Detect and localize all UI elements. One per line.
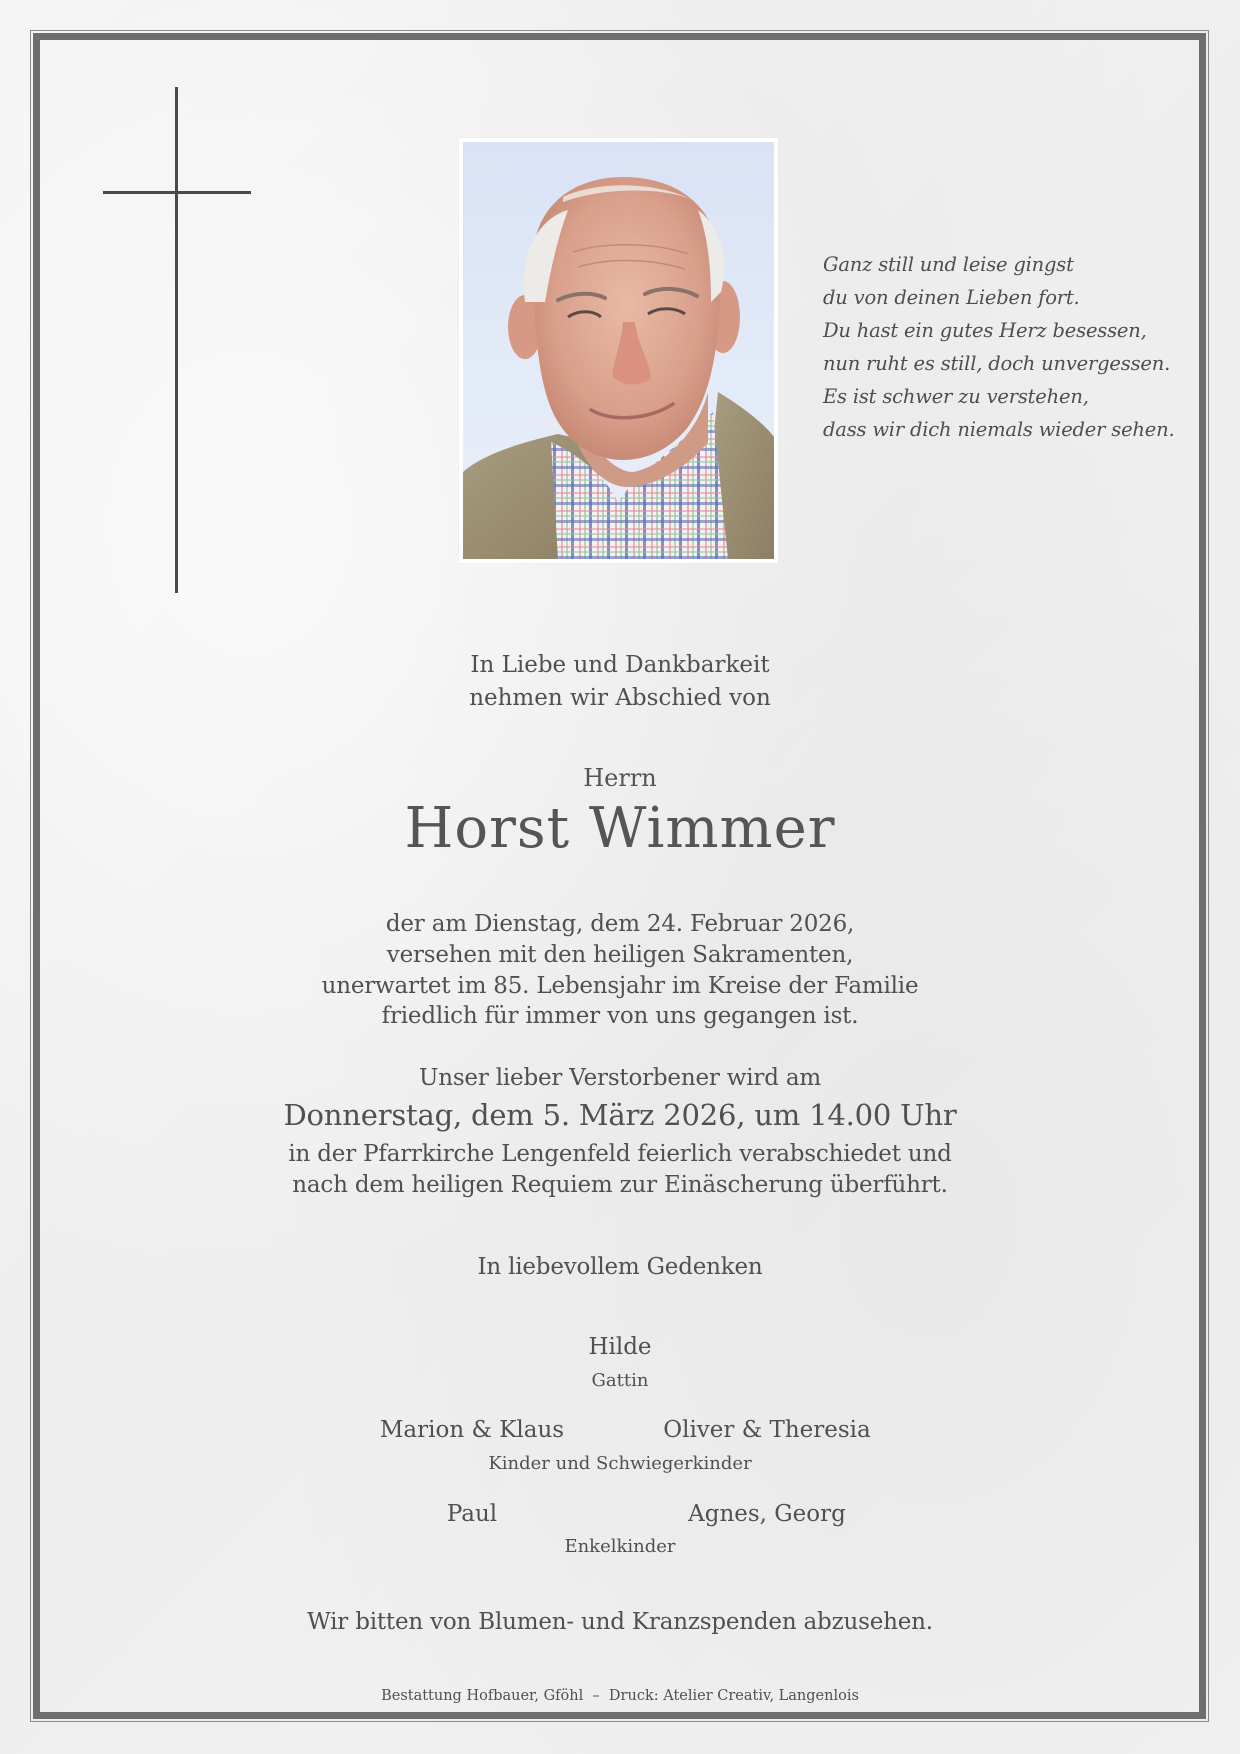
portrait-illustration — [463, 142, 774, 559]
poem-line: Ganz still und leise gingst — [823, 253, 1074, 276]
spouse-name: Hilde — [588, 1334, 652, 1360]
death-notice-line: friedlich für immer von uns gegangen ist. — [381, 1003, 859, 1029]
funeral-line: nach dem heiligen Requiem zur Einäscherung überführt. — [292, 1172, 948, 1198]
cross-vertical-beam — [175, 87, 178, 593]
flower-request: Wir bitten von Blumen- und Kranzspenden abzusehen. — [307, 1609, 933, 1635]
children-relation: Kinder und Schwiegerkinder — [488, 1453, 752, 1474]
poem-line: Du hast ein gutes Herz besessen, — [823, 319, 1147, 342]
death-notice-line: der am Dienstag, dem 24. Februar 2026, — [385, 911, 855, 937]
funeral-lead: Unser lieber Verstorbener wird am — [419, 1065, 821, 1091]
deceased-name: Horst Wimmer — [404, 796, 836, 861]
intro-line-2: nehmen wir Abschied von — [469, 685, 771, 711]
portrait-photo — [463, 142, 774, 559]
funeral-datetime: Donnerstag, dem 5. März 2026, um 14.00 Uhr — [283, 1098, 957, 1132]
spouse-relation: Gattin — [591, 1370, 649, 1391]
footer-credits: Bestattung Hofbauer, Gföhl – Druck: Atelier Creativ, Langenlois — [381, 1688, 859, 1704]
poem-line: nun ruht es still, doch unvergessen. — [823, 352, 1171, 375]
poem-line: Es ist schwer zu verstehen, — [823, 385, 1089, 408]
poem — [823, 248, 1175, 446]
mourners-heading: In liebevollem Gedenken — [477, 1254, 763, 1280]
poem-line: dass wir dich niemals wieder sehen. — [823, 418, 1175, 441]
funeral-line: in der Pfarrkirche Lengenfeld feierlich verabschiedet und — [288, 1141, 952, 1167]
grandchild-2: Agnes, Georg — [688, 1501, 846, 1527]
portrait-photo-frame — [459, 138, 778, 563]
grandchildren-relation: Enkelkinder — [564, 1536, 676, 1557]
grandchild-1: Paul — [446, 1501, 498, 1527]
child-couple-2: Oliver & Theresia — [663, 1417, 871, 1443]
poem-line: du von deinen Lieben fort. — [823, 286, 1080, 309]
death-notice-line: unerwartet im 85. Lebensjahr im Kreise der Familie — [321, 973, 919, 999]
cross-horizontal-beam — [103, 191, 251, 194]
child-couple-1: Marion & Klaus — [379, 1417, 565, 1443]
intro-line-1: In Liebe und Dankbarkeit — [470, 652, 770, 678]
deceased-salutation: Herrn — [583, 764, 657, 792]
death-notice-line: versehen mit den heiligen Sakramenten, — [386, 942, 854, 968]
